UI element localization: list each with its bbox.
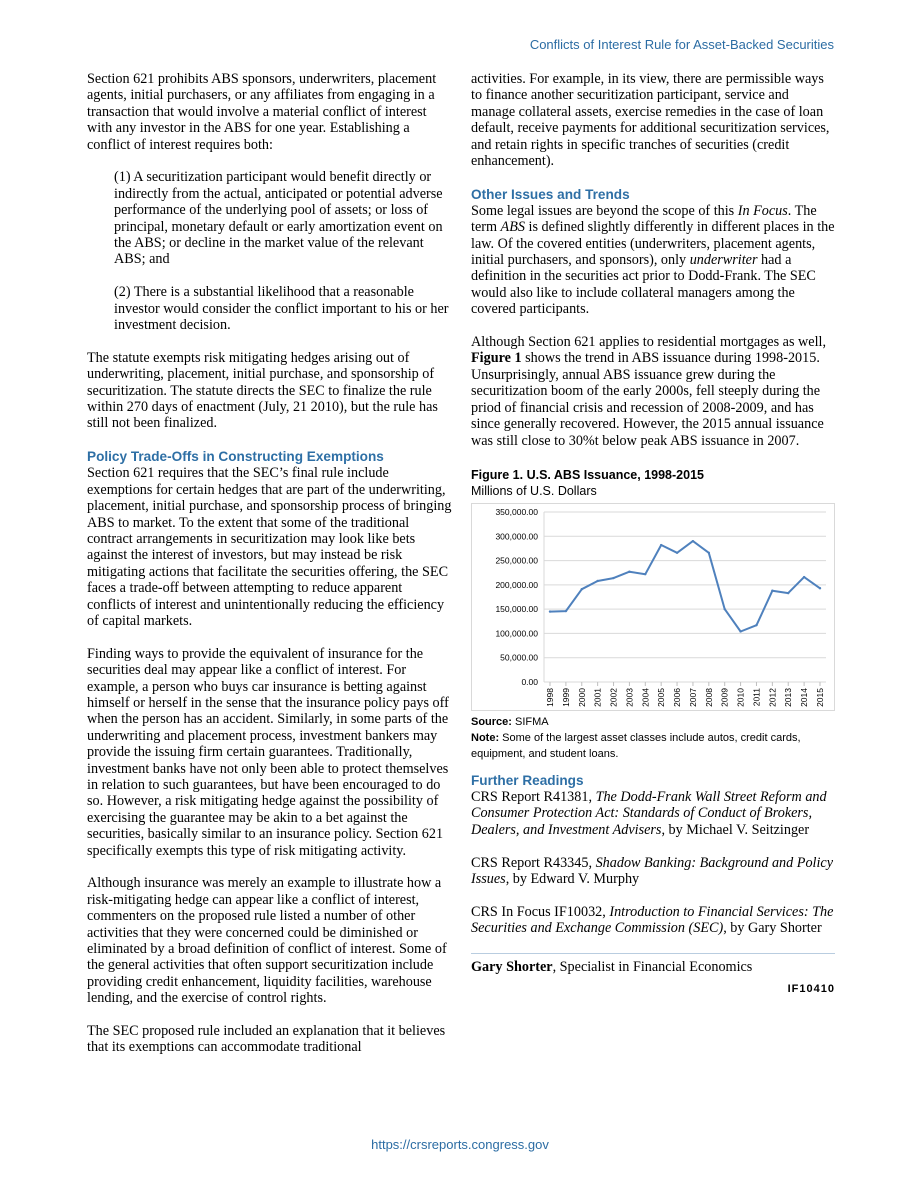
italic-term: In Focus [737,202,788,219]
text-run: had a definition in the securities act prior to Dodd-Frank. The SEC would also like to include collateral managers among the covered participants. [471,252,816,318]
reading-item [471,855,835,888]
quote-item-2: (2) There is a substantial likelihood that a reasonable investor would consider the conflict important to his or her investment decision. [114,284,449,334]
data-point [771,589,773,591]
running-header: Conflicts of Interest Rule for Asset-Backed Securities [529,37,834,52]
data-point [612,577,614,579]
x-tick-label: 2002 [608,687,619,707]
y-tick-label: 350,000.00 [495,506,538,517]
text-run: is defined slightly differently in different places in the law. Of the covered entities (underwriters, placement agents, initial purchasers, and sponsors), only [471,219,835,269]
abs-issuance-line-chart [472,504,834,710]
x-tick-label: 2011 [751,687,762,707]
x-tick-label: 2008 [703,687,714,707]
source-label: Source: [471,715,512,728]
paragraph: The statute exempts risk mitigating hedges arising out of underwriting, placement, initial purchase, and sponsorship of securitization. The statute directs the SEC to finalize the rule within 270 days of enactment (July, 21 2010), but the rule has still not been finalized. [87,349,438,432]
paragraph: Although insurance was merely an example to illustrate how a risk-mitigating hedge can appear like a conflict of interest, commenters on the proposed rule listed a number of other activities that they were concerned could be diminished or eliminated by a broad definition of conflict of interest. Some of the general activities that often support securitization include providing credit enhancement, liquidity facilities, warehouse lending, and the exercise of control rights. [87,875,447,1007]
product-code: IF10410 [787,983,835,996]
y-tick-label: 0.00 [521,676,538,687]
y-tick-label: 150,000.00 [495,604,538,615]
text-run: CRS Report R43345, [471,854,596,871]
x-tick-label: 2013 [783,687,794,707]
x-tick-label: 1998 [545,687,555,707]
x-tick-label: 2000 [576,687,587,707]
paragraph [471,203,835,318]
data-point [803,576,805,578]
footer-url: https://crsreports.congress.gov [371,1137,549,1152]
data-point [739,630,741,632]
x-tick-label: 2014 [799,687,810,707]
x-tick-label: 2007 [687,687,698,707]
text-run: CRS In Focus IF10032, [471,903,610,920]
data-point [660,544,662,546]
data-point [676,552,678,554]
x-tick-label: 2003 [624,687,635,707]
y-tick-label: 100,000.00 [495,628,538,639]
figure-subtitle: Millions of U.S. Dollars [471,483,597,498]
author-divider [471,953,835,954]
data-point [628,570,630,572]
author-name: Gary Shorter [471,958,553,975]
author-title: , Specialist in Financial Economics [552,958,753,975]
figure-source [471,714,835,730]
reading-item [471,789,835,838]
x-tick-label: 1999 [560,687,571,707]
data-point [819,587,821,589]
left-column [87,71,452,1072]
data-point [787,592,789,594]
x-tick-label: 2010 [735,687,746,707]
quote-item-1: (1) A securitization participant would benefit directly or indirectly from the actual, anticipated or potential adverse performance of the underlying pool of assets; or loss of principal, monetary default or early amortization event on the ABS; or decline in the market value of the relevant ABS; and [114,169,443,268]
paragraph: Section 621 prohibits ABS sponsors, underwriters, placement agents, initial purchasers, or any affiliates from engaging in a transaction that would involve a material conflict of interest with any investor in the ABS for one year. Establishing a conflict of interest requires both: [87,71,437,153]
report-title: Shadow Banking: Background and Policy Issues [471,854,834,887]
x-tick-label: 2006 [672,687,683,707]
section-heading-further-readings: Further Readings [471,772,584,788]
y-tick-label: 300,000.00 [495,531,538,542]
figure-note [471,730,835,762]
source-text: SIFMA [511,715,549,728]
section-heading-policy: Policy Trade-Offs in Constructing Exemptions [87,449,384,465]
italic-term: ABS [500,219,525,236]
text-run: , by Michael V. Seitzinger [661,821,810,838]
note-label: Note: [471,731,500,744]
right-column [471,71,835,998]
text-run: . The term [471,202,817,236]
paragraph [471,334,835,449]
data-point [596,580,598,582]
author-line [471,959,835,975]
text-run: , by Edward V. Murphy [505,870,640,887]
text-run: Although Section 621 applies to residential mortgages as well, [471,334,827,351]
series-line [550,541,820,631]
paragraph: The SEC proposed rule included an explanation that it believes that its exemptions can accommodate traditional [87,1023,446,1056]
data-point [644,573,646,575]
paragraph: Finding ways to provide the equivalent of insurance for the securities deal may appear like a conflict of interest. For example, a person who buys car insurance is betting against himself or herself in the sense that the insurance policy pays off when the person has an accident. Similarly, in some parts of the underwriting and placement process, investment bankers may provide the issuing firm certain guarantees. Traditionally, investment banks have not only been able to protect themselves in relation to such guarantees, but have been encouraged to do so. However, a risk mitigating hedge against the possibility of exercising the guarantee may be akin to a bet against the securities, basically similar to an insurance policy. Section 621 specifically exempts this type of risk mitigating activity. [87,645,449,859]
data-point [565,610,567,612]
data-point [581,588,583,590]
data-point [724,608,726,610]
text-run: Some legal issues are beyond the scope of this [471,202,738,219]
data-point [708,552,710,554]
y-tick-label: 250,000.00 [495,555,538,566]
y-tick-label: 200,000.00 [495,579,538,590]
reading-item [471,904,835,937]
x-tick-label: 2004 [640,687,651,707]
figure-title: Figure 1. U.S. ABS Issuance, 1998-2015 [471,467,704,482]
data-point [692,540,694,542]
data-point [755,624,757,626]
text-run: CRS Report R41381, [471,788,596,805]
paragraph: Section 621 requires that the SEC’s final rule include exemptions for certain hedges that are part of the underwriting, placement, initial purchase, and sponsorship process of bringing ABS to market. To the extent that some of the traditional contract arrangements in securitization may look like bets against the interest of investors, but may instead be risk mitigating actions that facilitate the securities offering, the SEC faces a trade-off between attempting to reduce apparent conflicts of interest and unintentionally reducing the efficiency of capital markets. [87,465,452,629]
x-tick-label: 2009 [719,687,730,707]
text-run: shows the trend in ABS issuance during 1998-2015. Unsurprisingly, annual ABS issuance grew during the securitization boom of the early 2000s, fell steeply during the priod of financial crisis and recession of 2008-2009, and has since generally recovered. However, the 2015 annual issuance was still close to 30%t below peak ABS issuance in 2007. [471,350,824,449]
data-point [549,610,551,612]
x-tick-label: 2001 [592,687,603,707]
x-tick-label: 2005 [656,687,667,707]
y-tick-label: 50,000.00 [500,652,538,663]
x-tick-label: 2015 [815,687,825,707]
italic-term: underwriter [689,252,758,269]
chart-container [471,503,835,711]
report-title: Introduction to Financial Services: The Securities and Exchange Commission (SEC) [471,903,834,937]
report-title: The Dodd-Frank Wall Street Reform and Consumer Protection Act: Standards of Conduct of Brokers, Dealers, and Investment Advisers [471,788,827,838]
note-text: Some of the largest asset classes include autos, credit cards, equipment, and student loans. [471,731,801,760]
figure-reference: Figure 1 [471,350,522,367]
text-run: , by Gary Shorter [723,920,822,937]
section-heading-other-issues: Other Issues and Trends [471,186,630,202]
paragraph: activities. For example, in its view, there are permissible ways to finance another securitization participant, service and manage collateral assets, exercise remedies in the case of loan default, receive payments for additional securitization services, and retain rights in specific tranches of securities (credit enhancement). [471,71,830,170]
x-tick-label: 2012 [767,687,778,707]
